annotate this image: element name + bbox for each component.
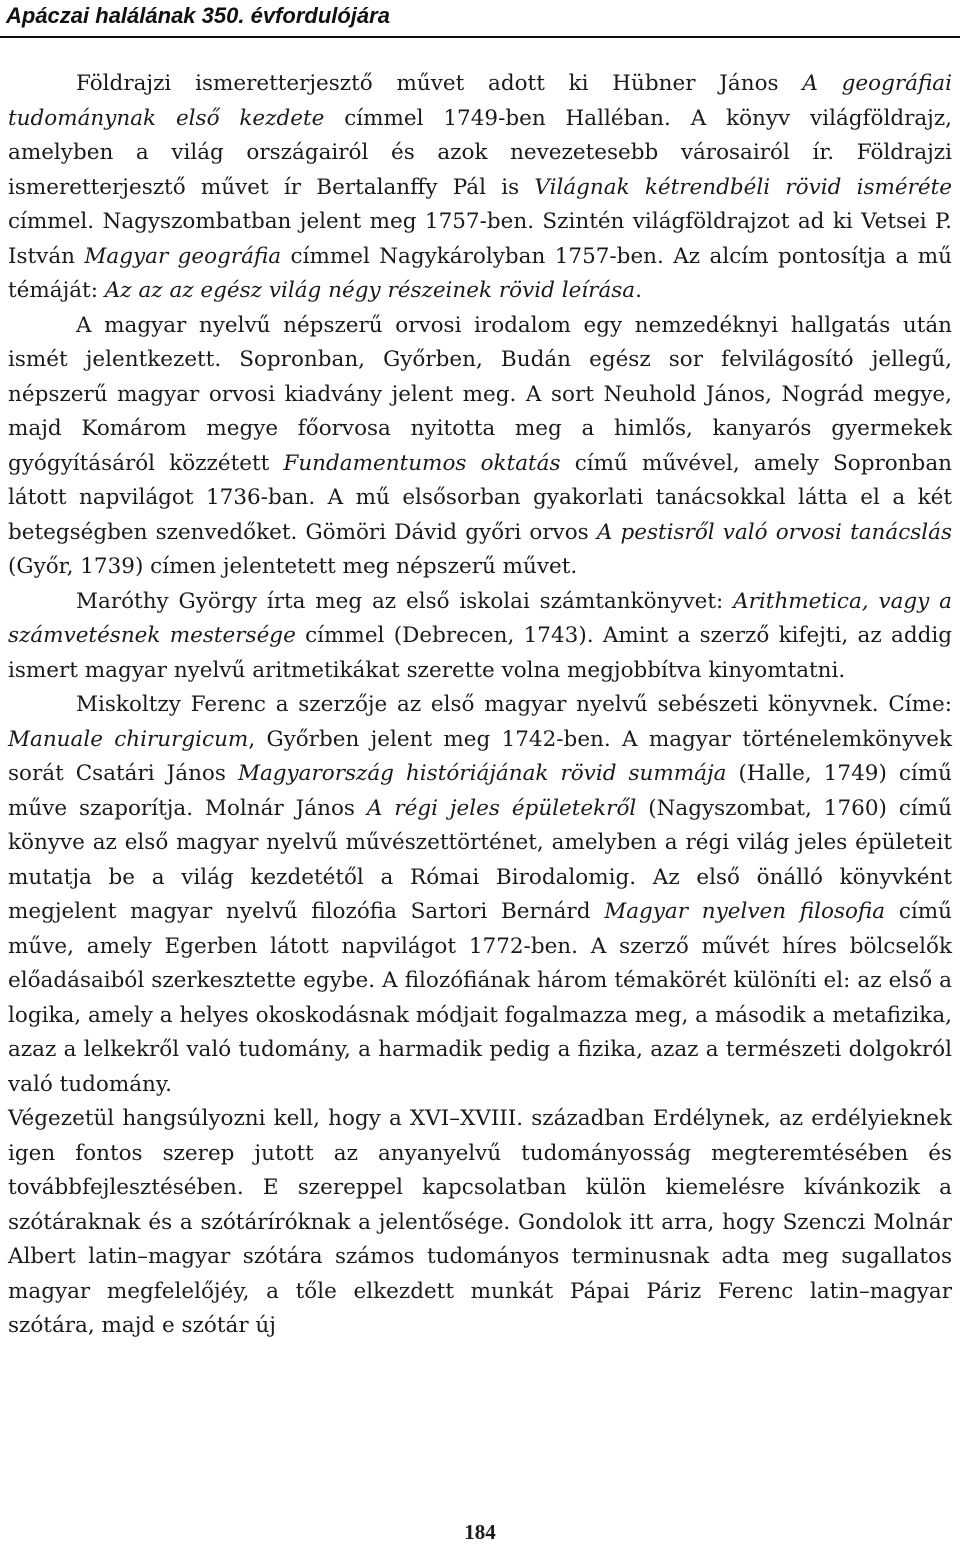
text-run: . [635,278,642,303]
text-run: című művével, amely Sopronban látott napvilágot 1736-ban. A mű elsősorban gyakorlati tanácsokkal látta el a két betegségben szenvedőket. Gömöri Dávid győri orvos [8,450,952,545]
italic-title-run: Manuale chirurgicum [8,726,249,752]
text-run: címmel 1749-ben Halléban. A könyv világföldrajz, amelyben a világ országairól és azok nevezetesebb városairól ír. Földrajzi ismeretterjesztő művet ír Bertalanffy Pál is [8,105,953,200]
text-run: címmel (Debrecen, 1743). Amint a szerző kifejti, az addig ismert magyar nyelvű aritmetikákat szerette volna megjobbítva kinyomtatni. [8,623,952,683]
text-run: (Halle, 1749) című műve szaporítja. Molnár János [8,761,952,821]
text-run: címmel Nagykárolyban 1757-ben. Az alcím pontosítja a mű témáját: [8,243,953,303]
text-run: Maróthy György írta meg az első iskolai számtankönyvet: [76,588,734,614]
text-run: Miskoltzy Ferenc a szerzője az első magyar nyelvű sebészeti könyvnek. Címe: [76,692,952,717]
text-run: címmel. Nagyszombatban jelent meg 1757-ben. Szintén világföldrajzot ad ki Vetsei P. István [8,209,952,269]
paragraph [8,1102,952,1344]
italic-title-run: Magyarország históriájának rövid summája [237,761,727,786]
text-run: Végezetül hangsúlyozni kell, hogy a XVI–XVIII. században Erdélynek, az erdélyieknek igen fontos szerep jutott az anyanyelvű tudományosság megteremtésében és továbbfejlesztésében. E szereppel kapcsolatban külön kiemelésre kívánkozik a szótáraknak és a szótáríróknak a jelentősége. Gondolok itt arra, hogy Szenczi Molnár Albert latin–magyar szótára számos tudományos terminusnak adta meg sugallatos magyar megfelelőjéy, a tőle elkezdett munkát Pápai Páriz Ferenc latin–magyar szótára, majd e szótár új [8,1106,952,1338]
text-run: A magyar nyelvű népszerű orvosi irodalom egy nemzedéknyi hallgatás után ismét jelentkezett. Sopronban, Győrben, Budán egész sor felvilágosító jellegű, népszerű magyar orvosi kiadvány jelent meg. A sort Neuhold János, Nográd megye, majd Komárom megye főorvosa nyitotta meg a himlős, kanyarós gyermekek gyógyításáról közzétett [8,312,952,476]
italic-title-run: Az az az egész világ négy részeinek rövid leírása [104,278,636,303]
text-run: , Győrben jelent meg 1742-ben. A magyar történelemkönyvek sorát Csatári János [8,726,952,786]
italic-title-run: Arithmetica, vagy a számvetésnek mestersége [8,588,952,648]
header-rule [0,36,960,38]
italic-title-run: Magyar nyelven filosofia [604,899,886,924]
paragraph [8,585,952,689]
paragraph [8,688,952,1102]
body-text [8,67,952,1344]
italic-title-run: A geográfiai tudománynak első kezdete [8,71,952,131]
italic-title-run: Világnak kétrendbéli rövid isméréte [534,174,953,200]
text-run: (Nagyszombat, 1760) című könyve az első magyar nyelvű művészettörténet, amelyben a régi világ jeles épületeit mutatja be a világ kezdetétől a Római Birodalomig. Az első önálló könyvként megjelent magyar nyelvű filozófia Sartori Bernárd [8,795,952,924]
text-run: című műve, amely Egerben látott napvilágot 1772-ben. A szerző művét híres bölcselők előadásaiból szerkesztette egybe. A filozófiának három témakörét különíti el: az első a logika, amely a helyes okoskodásnak módjait fogalmazza meg, a második a metafizika, azaz a lelkekről való tudomány, a harmadik pedig a fizika, azaz a természeti dolgokról való tudomány. [8,899,952,1097]
italic-title-run: A pestisről való orvosi tanácslás [596,519,952,545]
italic-title-run: Magyar geográfia [84,243,282,269]
text-run: (Győr, 1739) címen jelentetett meg népszerű művet. [8,554,578,579]
text-run: Földrajzi ismeretterjesztő művet adott ki Hübner János [76,71,803,96]
paragraph [8,309,952,585]
italic-title-run: A régi jeles épületekről [366,795,637,821]
page-number: 184 [464,1520,496,1544]
italic-title-run: Fundamentumos oktatás [283,450,561,476]
running-header: Apáczai halálának 350. évfordulójára [6,3,390,28]
paragraph [8,67,952,309]
